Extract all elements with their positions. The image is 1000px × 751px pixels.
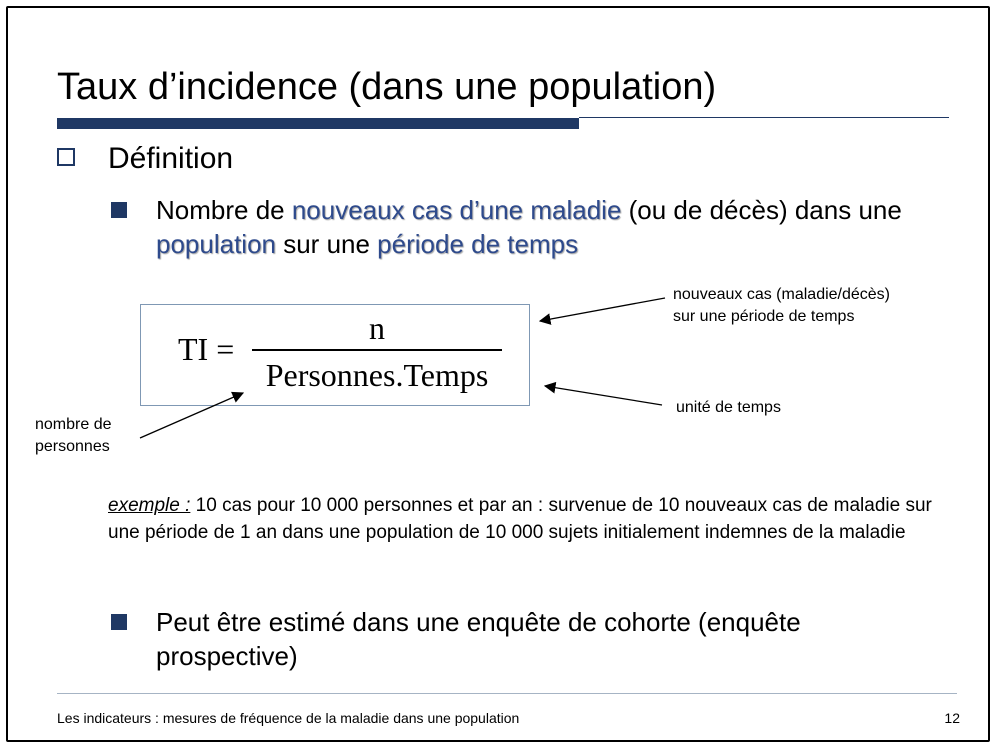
cohort-bullet: Peut être estimé dans une enquête de cohorte (enquête prospective) (156, 607, 801, 671)
example-paragraph (108, 492, 968, 546)
highlight-time-period: période de temps (377, 229, 579, 259)
slide-title: Taux d’incidence (dans une population) (57, 66, 717, 108)
arrow-to-persons-icon (140, 393, 243, 438)
formula-numerator: n (369, 310, 385, 346)
section-heading: Définition (108, 142, 234, 175)
definition-text-3: sur une (276, 229, 378, 259)
formula-denominator: Personnes.Temps (265, 357, 489, 393)
highlight-new-cases: nouveaux cas d’une maladie (291, 195, 622, 225)
arrow-to-time-unit-icon (545, 386, 662, 405)
time-unit-annotation: unité de temps (676, 399, 781, 416)
persons-annotation-line-2: personnes (35, 438, 110, 455)
persons-annotation-line-1: nombre de (35, 416, 112, 433)
highlight-population: population (156, 229, 276, 259)
arrow-to-numerator-icon (540, 298, 665, 321)
numerator-annotation-line-1: nouveaux cas (maladie/décès) (673, 286, 891, 303)
example-label: exemple : (108, 495, 191, 516)
formula-lhs: TI = (178, 331, 235, 367)
square-bullet-icon (111, 614, 127, 630)
footer-divider (57, 693, 957, 694)
definition-text-2: (ou de décès) dans une (621, 195, 902, 225)
example-text: 10 cas pour 10 000 personnes et par an : survenue de 10 nouveaux cas de maladie sur une période de 1 an dans une population de 10 000 sujets initialement indemnes de la maladie (108, 495, 932, 543)
footer-text: Les indicateurs : mesures de fréquence de la maladie dans une population (57, 710, 520, 726)
numerator-annotation-line-2: sur une période de temps (673, 308, 855, 325)
definition-text-1: Nombre de (156, 195, 292, 225)
page-number: 12 (944, 710, 960, 726)
